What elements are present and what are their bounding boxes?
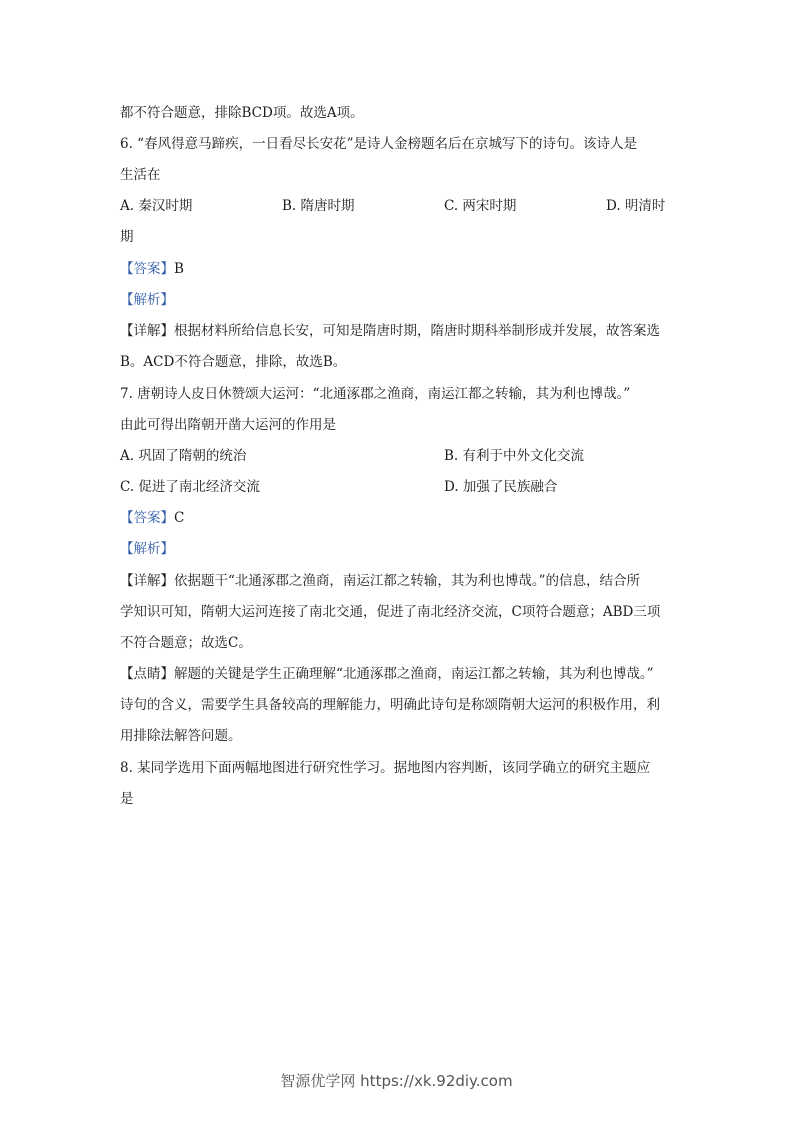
answer-value: C [174, 510, 185, 526]
q6-option-b: B. 隋唐时期 [282, 198, 355, 214]
question-6-stem-cont: 生活在 [120, 167, 161, 183]
footer-watermark: 智源优学网 https://xk.92diy.com [280, 1072, 513, 1090]
answer-tag: 【答案】 [120, 510, 174, 526]
q6-option-c: C. 两宋时期 [444, 198, 517, 214]
q7-option-c: C. 促进了南北经济交流 [120, 479, 260, 495]
q6-analysis-tag: 【解析】 [120, 292, 174, 308]
question-8-stem-cont: 是 [120, 791, 134, 807]
text-line: 都不符合题意，排除BCD项。故选A项。 [120, 105, 364, 121]
q7-option-d: D. 加强了民族融合 [444, 479, 558, 495]
question-7-stem-cont: 由此可得出隋朝开凿大运河的作用是 [120, 417, 336, 433]
q7-detail-cont: 不符合题意；故选C。 [120, 635, 252, 651]
q7-point-cont: 诗句的含义，需要学生具备较高的理解能力，明确此诗句是称颂隋朝大运河的积极作用，利 [120, 697, 660, 713]
q6-detail: 【详解】根据材料所给信息长安，可知是隋唐时期，隋唐时期科举制形成并发展，故答案选 [120, 323, 660, 339]
q7-detail-cont: 学知识可知，隋朝大运河连接了南北交通，促进了南北经济交流，C项符合题意；ABD三项 [120, 604, 661, 620]
q7-analysis-tag: 【解析】 [120, 541, 174, 557]
q7-option-a: A. 巩固了隋朝的统治 [120, 448, 247, 464]
q6-option-d: D. 明清时 [606, 198, 666, 214]
q7-point: 【点睛】解题的关键是学生正确理解“北通涿郡之渔商，南运江都之转输，其为利也博哉。” [120, 666, 654, 682]
answer-tag: 【答案】 [120, 261, 174, 277]
answer-value: B [174, 261, 184, 277]
q7-option-b: B. 有利于中外文化交流 [444, 448, 585, 464]
q7-point-cont: 用排除法解答问题。 [120, 728, 242, 744]
q6-detail-cont: B。ACD不符合题意，排除，故选B。 [120, 354, 347, 370]
question-8-stem: 8. 某同学选用下面两幅地图进行研究性学习。据地图内容判断，该同学确立的研究主题应 [120, 760, 651, 776]
q7-answer [120, 509, 184, 527]
q6-option-d-cont: 期 [120, 229, 134, 245]
q6-answer [120, 260, 184, 278]
q7-detail: 【详解】依据题干“北通涿郡之渔商，南运江都之转输，其为利也博哉。”的信息，结合所 [120, 573, 641, 589]
q6-option-a: A. 秦汉时期 [120, 198, 193, 214]
question-6-stem: 6. “春风得意马蹄疾，一日看尽长安花”是诗人金榜题名后在京城写下的诗句。该诗人是 [120, 136, 637, 152]
question-7-stem: 7. 唐朝诗人皮日休赞颂大运河：“北通涿郡之渔商，南运江都之转输，其为利也博哉。” [120, 386, 631, 402]
